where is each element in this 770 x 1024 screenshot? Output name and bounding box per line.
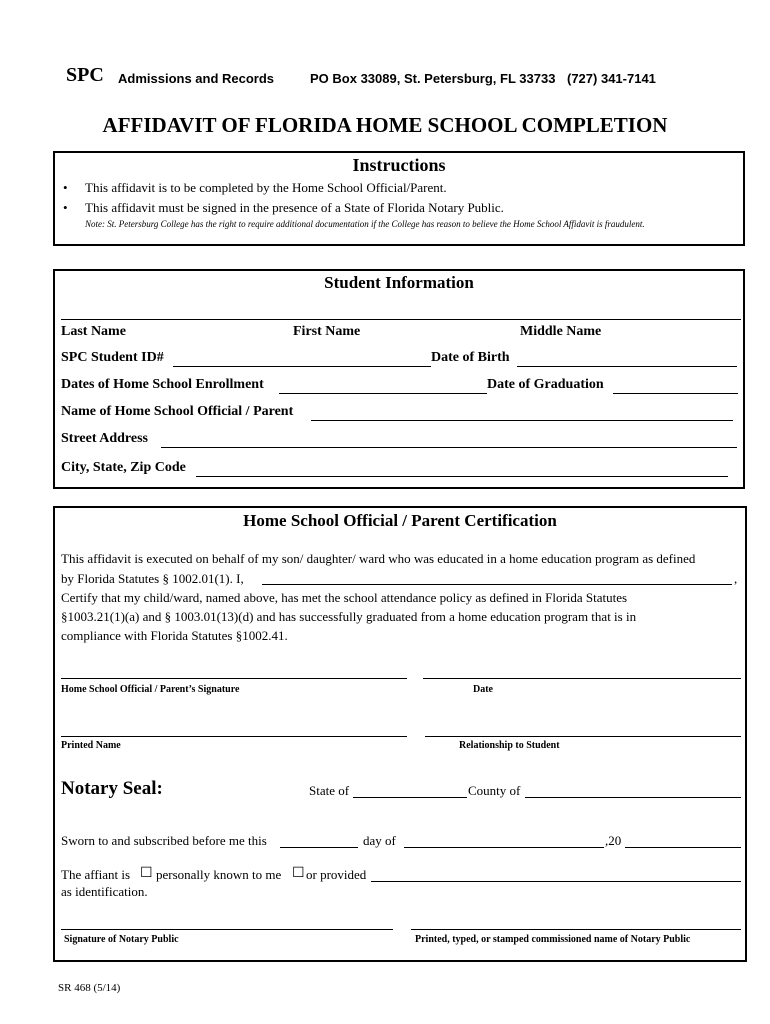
notary-name-label: Printed, typed, or stamped commissioned name of Notary Public <box>415 934 691 945</box>
identification-text: as identification. <box>61 884 148 899</box>
notary-seal-label: Notary Seal: <box>61 778 163 799</box>
personally-known-text: personally known to me <box>156 867 282 882</box>
official-name-inline-field[interactable] <box>262 584 732 585</box>
enrollment-label: Dates of Home School Enrollment <box>61 377 264 392</box>
sworn-month-field[interactable] <box>404 847 604 848</box>
document-title: AFFIDAVIT OF FLORIDA HOME SCHOOL COMPLETION <box>102 113 668 137</box>
printed-name-field[interactable] <box>61 736 407 737</box>
graduation-field[interactable] <box>613 393 738 394</box>
notary-signature-field[interactable] <box>61 929 393 930</box>
middle-name-label: Middle Name <box>520 324 602 339</box>
department-name: Admissions and Records <box>118 71 275 86</box>
form-number: SR 468 (5/14) <box>58 982 121 994</box>
comma-text: , <box>734 571 738 586</box>
date-label: Date <box>473 684 493 695</box>
official-name-field[interactable] <box>311 420 733 421</box>
personally-known-checkbox[interactable]: ☐ <box>140 866 153 881</box>
sworn-text: Sworn to and subscribed before me this <box>61 833 267 848</box>
phone-number: (727) 341-7141 <box>567 71 656 86</box>
notary-name-field[interactable] <box>411 929 741 930</box>
relationship-field[interactable] <box>425 736 741 737</box>
bullet-icon: • <box>63 180 68 195</box>
certification-box <box>53 506 747 962</box>
dob-field[interactable] <box>517 366 737 367</box>
certification-heading: Home School Official / Parent Certification <box>243 511 557 530</box>
last-name-label: Last Name <box>61 324 126 339</box>
provided-text: or provided <box>306 867 367 882</box>
notary-signature-label: Signature of Notary Public <box>64 934 179 945</box>
certification-text-line: Certify that my child/ward, named above, has met the school attendance policy as defined in Florida Statutes <box>61 590 628 605</box>
certification-text-line: by Florida Statutes § 1002.01(1). I, <box>61 571 244 586</box>
street-address-field[interactable] <box>161 447 737 448</box>
provided-id-checkbox[interactable]: ☐ <box>292 866 305 881</box>
street-address-label: Street Address <box>61 431 148 446</box>
county-field[interactable] <box>525 797 741 798</box>
name-entry-line[interactable] <box>61 319 741 320</box>
certification-text-line: This affidavit is executed on behalf of my son/ daughter/ ward who was educated in a home education program as defined <box>61 551 696 566</box>
printed-name-label: Printed Name <box>61 740 121 751</box>
state-of-label: State of <box>309 783 350 798</box>
student-info-box <box>53 269 745 489</box>
student-info-heading: Student Information <box>324 273 474 292</box>
first-name-label: First Name <box>293 324 361 339</box>
instruction-item: This affidavit is to be completed by the Home School Official/Parent. <box>85 180 447 195</box>
date-field[interactable] <box>423 678 741 679</box>
relationship-label: Relationship to Student <box>459 740 560 751</box>
student-id-field[interactable] <box>173 366 431 367</box>
org-logo-text: SPC <box>66 64 104 86</box>
enrollment-field[interactable] <box>279 393 487 394</box>
affiant-text: The affiant is <box>61 867 131 882</box>
official-name-label: Name of Home School Official / Parent <box>61 404 294 419</box>
instructions-note: Note: St. Petersburg College has the right to require additional documentation if the College has reason to believe the Home School Affidavit is fraudulent. <box>85 219 645 229</box>
sworn-day-field[interactable] <box>280 847 358 848</box>
certification-text-line: §1003.21(1)(a) and § 1003.01(13)(d) and has successfully graduated from a home education program that is in <box>61 609 637 624</box>
signature-label: Home School Official / Parent’s Signature <box>61 684 240 695</box>
identification-field[interactable] <box>371 881 741 882</box>
graduation-label: Date of Graduation <box>487 377 604 392</box>
certification-text-line: compliance with Florida Statutes §1002.41. <box>61 628 288 643</box>
bullet-icon: • <box>63 200 68 215</box>
day-of-label: day of <box>363 833 396 848</box>
year-label: ,20 <box>605 833 622 848</box>
instructions-box <box>53 151 745 246</box>
dob-label: Date of Birth <box>431 350 510 365</box>
student-id-label: SPC Student ID# <box>61 350 164 365</box>
state-field[interactable] <box>353 797 467 798</box>
county-of-label: County of <box>468 783 521 798</box>
instruction-item: This affidavit must be signed in the presence of a State of Florida Notary Public. <box>85 200 504 215</box>
sworn-year-field[interactable] <box>625 847 741 848</box>
signature-field[interactable] <box>61 678 407 679</box>
mailing-address: PO Box 33089, St. Petersburg, FL 33733 <box>310 71 556 86</box>
city-state-zip-label: City, State, Zip Code <box>61 460 186 475</box>
instructions-heading: Instructions <box>352 155 446 175</box>
city-state-zip-field[interactable] <box>196 476 728 477</box>
